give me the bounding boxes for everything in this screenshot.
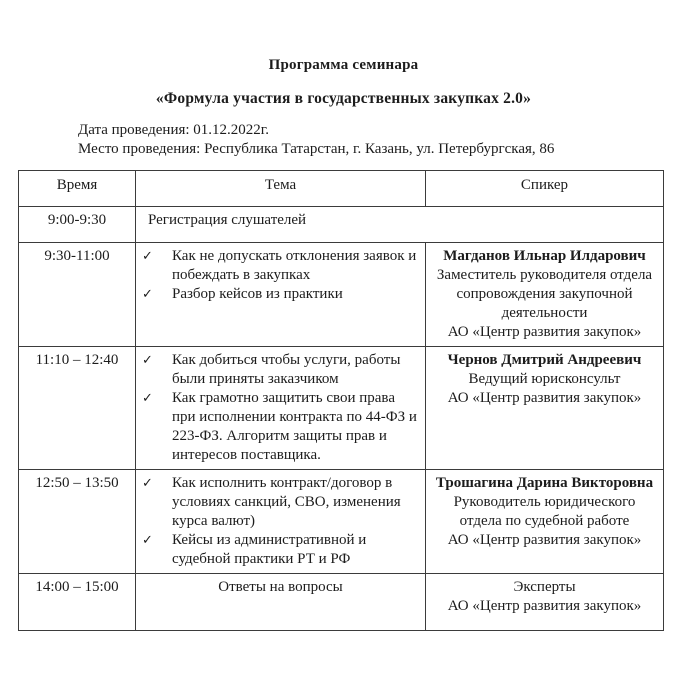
topic-item-text: Как не допускать отклонения заявок и побеждать в закупках: [172, 248, 417, 283]
topic-item: [142, 351, 419, 389]
speaker-cell: [426, 243, 664, 347]
checkmark-icon: ✓: [142, 353, 153, 368]
topic-item-text: Разбор кейсов из практики: [172, 286, 343, 302]
table-header-row: [19, 171, 664, 207]
column-header-speaker: Спикер: [426, 171, 664, 207]
topic-cell: [136, 470, 426, 574]
speaker-name: Магданов Ильнар Илдарович: [443, 248, 646, 264]
checkmark-icon: ✓: [142, 533, 153, 548]
date-line: Дата проведения: 01.12.2022г.: [78, 122, 270, 138]
checkmark-icon: ✓: [142, 476, 153, 491]
place-line: Место проведения: Республика Татарстан, г. Казань, ул. Петербургская, 86: [78, 141, 555, 157]
time-cell: 9:30-11:00: [19, 243, 136, 347]
checkmark-icon: ✓: [142, 391, 153, 406]
topic-item: [142, 531, 419, 569]
column-header-time: Время: [19, 171, 136, 207]
speaker-role: Заместитель руководителя отдела сопровождения закупочной деятельности: [436, 267, 653, 321]
topic-item: [142, 247, 419, 285]
table-row: [19, 574, 664, 631]
topic-item-text: Как исполнить контракт/договор в условиях санкций, СВО, изменения курса валют): [172, 475, 401, 529]
topic-item-text: Как добиться чтобы услуги, работы были приняты заказчиком: [172, 352, 401, 387]
speaker-org: АО «Центр развития закупок»: [447, 532, 642, 548]
topic-item-text: Как грамотно защитить свои права при исполнении контракта по 44-ФЗ и 223-ФЗ. Алгоритм защиты прав и интересов поставщика.: [172, 390, 417, 463]
column-header-topic: Тема: [136, 171, 426, 207]
page-subtitle: «Формула участия в государственных закупках 2.0»: [155, 90, 532, 107]
speaker-org: АО «Центр развития закупок»: [447, 390, 642, 406]
checkmark-icon: ✓: [142, 249, 153, 264]
program-table: [18, 170, 664, 631]
topic-list: [142, 474, 419, 569]
topic-list: [142, 351, 419, 465]
speaker-cell: [426, 470, 664, 574]
topic-cell: Ответы на вопросы: [136, 574, 426, 631]
speaker-org: АО «Центр развития закупок»: [447, 598, 642, 614]
speaker-cell: [426, 574, 664, 631]
page-title: Программа семинара: [268, 57, 419, 73]
table-row: [19, 207, 664, 243]
topic-item: [142, 389, 419, 465]
topic-item: [142, 474, 419, 531]
speaker-role: Руководитель юридического отдела по судебной работе: [453, 494, 636, 529]
speaker-org: АО «Центр развития закупок»: [447, 324, 642, 340]
topic-cell: [136, 347, 426, 470]
topic-cell: Регистрация слушателей: [136, 207, 664, 243]
topic-item-text: Кейсы из административной и судебной практики РТ и РФ: [172, 532, 367, 567]
checkmark-icon: ✓: [142, 287, 153, 302]
topic-cell: [136, 243, 426, 347]
topic-list: [142, 247, 419, 304]
topic-item: [142, 285, 419, 304]
time-cell: 14:00 – 15:00: [19, 574, 136, 631]
event-meta: [78, 121, 687, 159]
table-row: [19, 470, 664, 574]
time-cell: 12:50 – 13:50: [19, 470, 136, 574]
speaker-name: Чернов Дмитрий Андреевич: [447, 352, 642, 368]
time-cell: 9:00-9:30: [19, 207, 136, 243]
table-row: [19, 243, 664, 347]
speaker-role: Эксперты: [513, 579, 576, 595]
speaker-name: Трошагина Дарина Викторовна: [435, 475, 654, 491]
speaker-role: Ведущий юрисконсульт: [468, 371, 621, 387]
time-cell: 11:10 – 12:40: [19, 347, 136, 470]
table-row: [19, 347, 664, 470]
seminar-program-document: [0, 57, 687, 676]
speaker-cell: [426, 347, 664, 470]
